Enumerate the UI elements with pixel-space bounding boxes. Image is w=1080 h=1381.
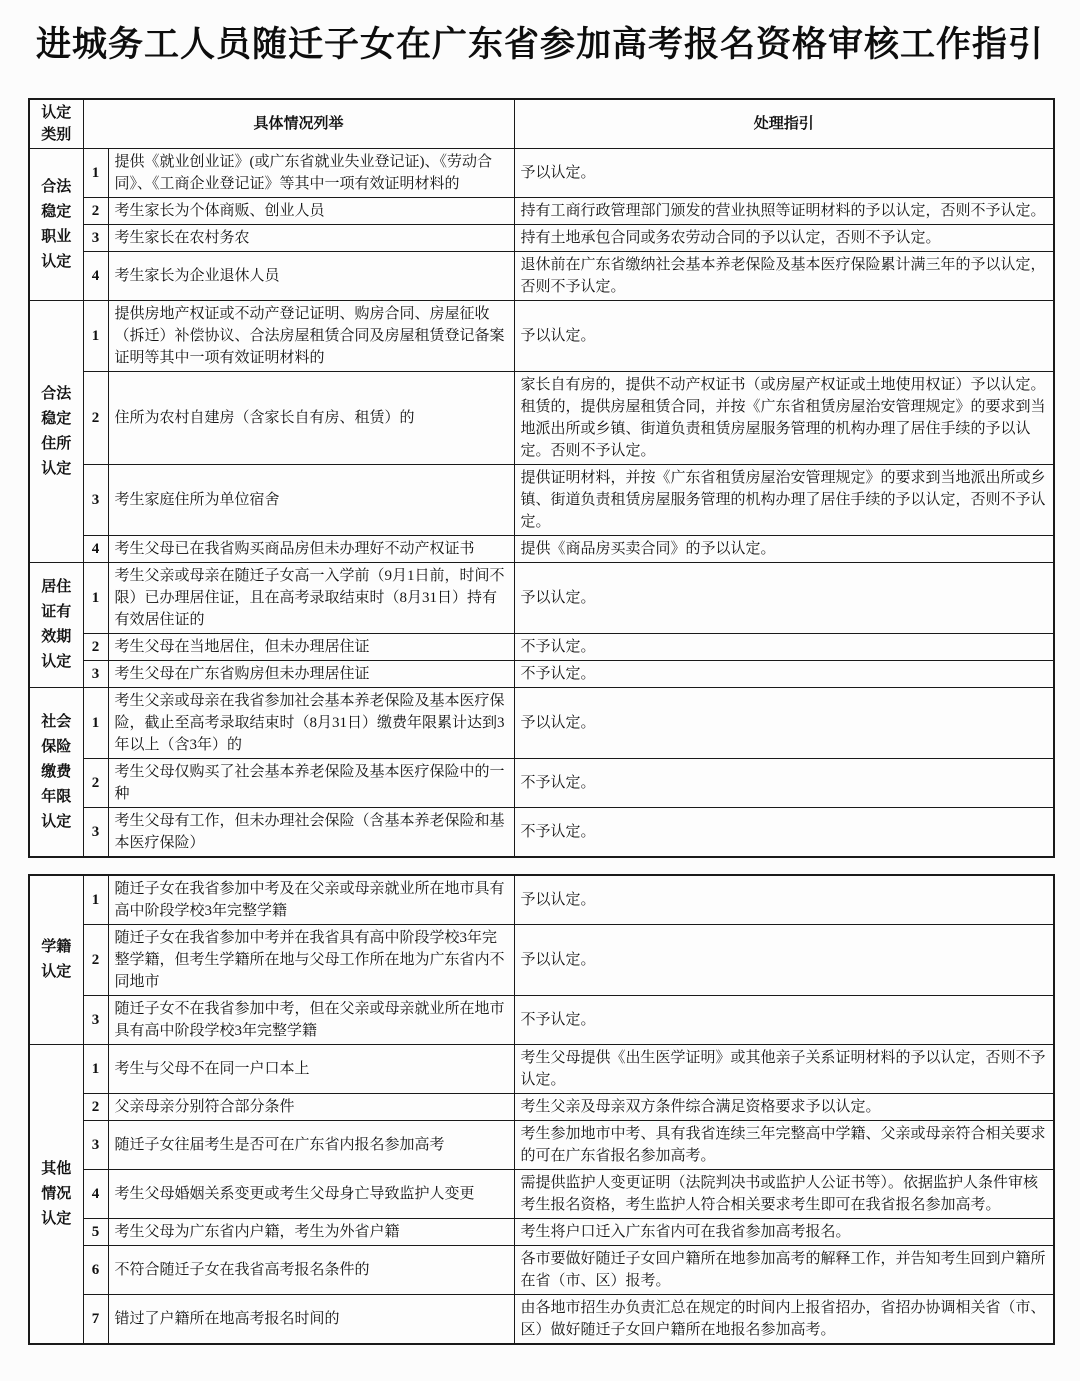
row-number: 6 — [83, 1246, 108, 1295]
situation-cell: 考生父母婚姻关系变更或考生父母身亡导致监护人变更 — [108, 1170, 514, 1219]
row-number: 2 — [83, 1094, 108, 1121]
guideline-cell: 考生参加地市中考、具有我省连续三年完整高中学籍、父亲或母亲符合相关要求的可在广东省报名参加高考。 — [514, 1121, 1054, 1170]
category-cell — [29, 149, 83, 301]
table-row — [29, 1045, 1054, 1094]
situation-cell: 考生家长为个体商贩、创业人员 — [108, 198, 514, 225]
situation-cell: 考生家长在农村务农 — [108, 225, 514, 252]
guideline-cell: 不予认定。 — [514, 996, 1054, 1045]
table-row — [29, 634, 1054, 661]
table-row — [29, 759, 1054, 808]
table-row — [29, 1094, 1054, 1121]
row-number: 2 — [83, 634, 108, 661]
table-row — [29, 252, 1054, 301]
situation-cell: 考生家长为企业退休人员 — [108, 252, 514, 301]
guideline-cell: 持有土地承包合同或务农劳动合同的予以认定，否则不予认定。 — [514, 225, 1054, 252]
table-row — [29, 1170, 1054, 1219]
guideline-cell: 退休前在广东省缴纳社会基本养老保险及基本医疗保险累计满三年的予以认定，否则不予认定。 — [514, 252, 1054, 301]
situation-cell: 考生父亲或母亲在我省参加社会基本养老保险及基本医疗保险，截止至高考录取结束时（8月31日）缴费年限累计达到3年以上（含3年）的 — [108, 688, 514, 759]
table-row — [29, 1246, 1054, 1295]
category-cell — [29, 875, 83, 1045]
row-number: 1 — [83, 149, 108, 198]
category-label: 居住证有效期认定 — [41, 579, 72, 670]
guideline-cell: 予以认定。 — [514, 925, 1054, 996]
table-row — [29, 1295, 1054, 1345]
situation-cell: 住所为农村自建房（含家长自有房、租赁）的 — [108, 372, 514, 465]
guideline-cell: 考生父亲及母亲双方条件综合满足资格要求予以认定。 — [514, 1094, 1054, 1121]
situation-cell: 父亲母亲分别符合部分条件 — [108, 1094, 514, 1121]
guideline-cell: 予以认定。 — [514, 563, 1054, 634]
guideline-cell: 提供《商品房买卖合同》的予以认定。 — [514, 536, 1054, 563]
review-table-1 — [28, 98, 1055, 858]
row-number: 1 — [83, 875, 108, 925]
row-number: 4 — [83, 252, 108, 301]
row-number: 1 — [83, 688, 108, 759]
row-number: 2 — [83, 198, 108, 225]
situation-cell: 考生父母在当地居住，但未办理居住证 — [108, 634, 514, 661]
category-cell — [29, 1045, 83, 1345]
guideline-cell: 考生将户口迁入广东省内可在我省参加高考报名。 — [514, 1219, 1054, 1246]
situation-cell: 随迁子女在我省参加中考并在我省具有高中阶段学校3年完整学籍，但考生学籍所在地与父母工作所在地为广东省内不同地市 — [108, 925, 514, 996]
situation-cell: 考生父母已在我省购买商品房但未办理好不动产权证书 — [108, 536, 514, 563]
category-label: 合法稳定住所认定 — [41, 385, 72, 477]
table-row — [29, 536, 1054, 563]
guideline-cell: 由各地市招生办负责汇总在规定的时间内上报省招办，省招办协调相关省（市、区）做好随迁子女回户籍所在地报名参加高考。 — [514, 1295, 1054, 1345]
row-number: 3 — [83, 465, 108, 536]
row-number: 2 — [83, 759, 108, 808]
table-row — [29, 198, 1054, 225]
row-number: 3 — [83, 1121, 108, 1170]
guideline-cell: 持有工商行政管理部门颁发的营业执照等证明材料的予以认定，否则不予认定。 — [514, 198, 1054, 225]
situation-cell: 考生父母为广东省内户籍，考生为外省户籍 — [108, 1219, 514, 1246]
table-row — [29, 688, 1054, 759]
category-cell — [29, 301, 83, 563]
table-row — [29, 372, 1054, 465]
situation-cell: 提供房地产权证或不动产登记证明、购房合同、房屋征收（拆迁）补偿协议、合法房屋租赁合同及房屋租赁登记备案证明等其中一项有效证明材料的 — [108, 301, 514, 372]
header-situation: 具体情况列举 — [83, 99, 514, 149]
category-label: 社会保险缴费年限认定 — [41, 713, 72, 830]
table-row — [29, 563, 1054, 634]
tables-container — [0, 98, 1080, 1381]
table-row — [29, 875, 1054, 925]
category-label: 学籍认定 — [41, 939, 72, 980]
situation-cell: 考生父母在广东省购房但未办理居住证 — [108, 661, 514, 688]
table-row — [29, 225, 1054, 252]
guideline-cell: 需提供监护人变更证明（法院判决书或监护人公证书等）。依据监护人条件审核考生报名资格，考生监护人符合相关要求考生即可在我省报名参加高考。 — [514, 1170, 1054, 1219]
row-number: 1 — [83, 563, 108, 634]
table-row — [29, 1219, 1054, 1246]
table-row — [29, 661, 1054, 688]
header-category — [29, 99, 83, 149]
situation-cell: 考生父亲或母亲在随迁子女高一入学前（9月1日前，时间不限）已办理居住证，且在高考录取结束时（8月31日）持有有效居住证的 — [108, 563, 514, 634]
guideline-cell: 提供证明材料，并按《广东省租赁房屋治安管理规定》的要求到当地派出所或乡镇、街道负责租赁房屋服务管理的机构办理了居住手续的予以认定，否则不予认定。 — [514, 465, 1054, 536]
table-header-row — [29, 99, 1054, 149]
category-label: 其他情况认定 — [41, 1160, 72, 1227]
situation-cell: 随迁子女在我省参加中考及在父亲或母亲就业所在地市具有高中阶段学校3年完整学籍 — [108, 875, 514, 925]
guideline-cell: 家长自有房的，提供不动产权证书（或房屋产权证或土地使用权证）予以认定。租赁的，提供房屋租赁合同，并按《广东省租赁房屋治安管理规定》的要求到当地派出所或乡镇、街道负责租赁房屋服务管理的机构办理了居住手续的予以认定。否则不予认定。 — [514, 372, 1054, 465]
header-guideline: 处理指引 — [514, 99, 1054, 149]
row-number: 2 — [83, 372, 108, 465]
guideline-cell: 予以认定。 — [514, 301, 1054, 372]
table-row — [29, 996, 1054, 1045]
row-number: 1 — [83, 301, 108, 372]
situation-cell: 随迁子女不在我省参加中考，但在父亲或母亲就业所在地市具有高中阶段学校3年完整学籍 — [108, 996, 514, 1045]
row-number: 3 — [83, 225, 108, 252]
category-cell — [29, 563, 83, 688]
guideline-cell: 予以认定。 — [514, 688, 1054, 759]
row-number: 1 — [83, 1045, 108, 1094]
page-title: 进城务工人员随迁子女在广东省参加高考报名资格审核工作指引 — [35, 25, 1044, 64]
guideline-cell: 考生父母提供《出生医学证明》或其他亲子关系证明材料的予以认定，否则不予认定。 — [514, 1045, 1054, 1094]
row-number: 5 — [83, 1219, 108, 1246]
review-table-2 — [28, 874, 1055, 1345]
situation-cell: 随迁子女往届考生是否可在广东省内报名参加高考 — [108, 1121, 514, 1170]
guideline-cell: 各市要做好随迁子女回户籍所在地参加高考的解释工作，并告知考生回到户籍所在省（市、区）报考。 — [514, 1246, 1054, 1295]
situation-cell: 考生与父母不在同一户口本上 — [108, 1045, 514, 1094]
row-number: 4 — [83, 1170, 108, 1219]
row-number: 2 — [83, 925, 108, 996]
category-cell — [29, 688, 83, 858]
row-number: 3 — [83, 808, 108, 858]
table-row — [29, 808, 1054, 858]
guideline-cell: 予以认定。 — [514, 875, 1054, 925]
situation-cell: 不符合随迁子女在我省高考报名条件的 — [108, 1246, 514, 1295]
row-number: 4 — [83, 536, 108, 563]
category-label: 合法稳定职业认定 — [41, 178, 72, 270]
row-number: 3 — [83, 661, 108, 688]
situation-cell: 提供《就业创业证》(或广东省就业失业登记证)、《劳动合同》、《工商企业登记证》等其中一项有效证明材料的 — [108, 149, 514, 198]
header-category-label: 认定类别 — [41, 105, 72, 143]
guideline-cell: 不予认定。 — [514, 661, 1054, 688]
table-row — [29, 925, 1054, 996]
guideline-cell: 予以认定。 — [514, 149, 1054, 198]
guideline-cell: 不予认定。 — [514, 634, 1054, 661]
guideline-cell: 不予认定。 — [514, 808, 1054, 858]
table-row — [29, 149, 1054, 198]
table-row — [29, 465, 1054, 536]
situation-cell: 考生父母仅购买了社会基本养老保险及基本医疗保险中的一种 — [108, 759, 514, 808]
table-row — [29, 301, 1054, 372]
situation-cell: 错过了户籍所在地高考报名时间的 — [108, 1295, 514, 1345]
situation-cell: 考生家庭住所为单位宿舍 — [108, 465, 514, 536]
guideline-cell: 不予认定。 — [514, 759, 1054, 808]
table-row — [29, 1121, 1054, 1170]
row-number: 3 — [83, 996, 108, 1045]
row-number: 7 — [83, 1295, 108, 1345]
situation-cell: 考生父母有工作，但未办理社会保险（含基本养老保险和基本医疗保险） — [108, 808, 514, 858]
